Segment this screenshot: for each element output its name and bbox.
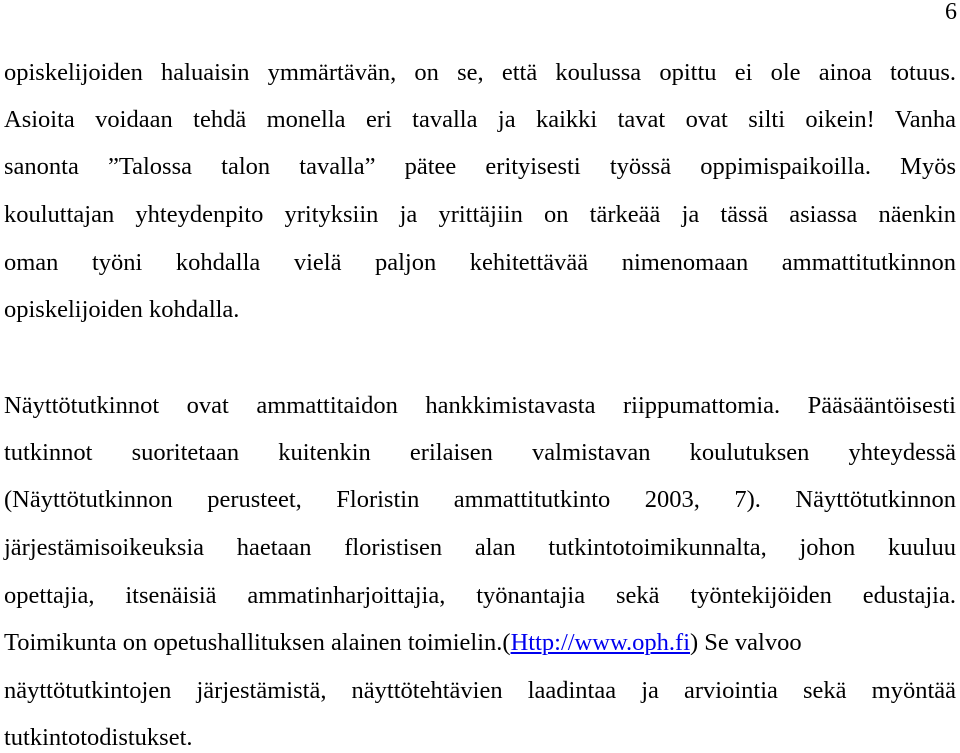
paragraph-2-line-1: Näyttötutkinnot ovat ammattitaidon hankkimistavasta riippumattomia. Pääsääntöisesti [4, 392, 956, 419]
paragraph-2-line-3: (Näyttötutkinnon perusteet, Floristin ammattitutkinto 2003, 7). Näyttötutkinnon [4, 486, 956, 513]
page-number: 6 [945, 0, 957, 25]
paragraph-2-line-4: järjestämisoikeuksia haetaan floristisen alan tutkintotoimikunnalta, johon kuuluu [4, 534, 956, 561]
line-text-after-link: ) Se valvoo [690, 629, 802, 656]
paragraph-1-line-2: Asioita voidaan tehdä monella eri tavalla ja kaikki tavat ovat silti oikein! Vanha [4, 106, 956, 133]
paragraph-1-line-4: kouluttajan yhteydenpito yrityksiin ja yrittäjiin on tärkeää ja tässä asiassa näenkin [4, 201, 956, 228]
line-text-before-link: Toimikunta on opetushallituksen alainen toimielin.( [4, 629, 511, 656]
paragraph-2-line-7: näyttötutkintojen järjestämistä, näyttötehtävien laadintaa ja arviointia sekä myöntää [4, 677, 956, 704]
oph-website-link[interactable]: Http://www.oph.fi [510, 629, 691, 656]
paragraph-1-line-3: sanonta ”Talossa talon tavalla” pätee erityisesti työssä oppimispaikoilla. Myös [4, 153, 956, 180]
paragraph-2-line-2: tutkinnot suoritetaan kuitenkin erilaisen valmistavan koulutuksen yhteydessä [4, 439, 956, 466]
paragraph-1-line-1: opiskelijoiden haluaisin ymmärtävän, on se, että koulussa opittu ei ole ainoa totuus. [4, 59, 956, 86]
paragraph-1-line-6: opiskelijoiden kohdalla. [4, 296, 240, 323]
paragraph-2-line-8: tutkintotodistukset. [4, 724, 193, 751]
paragraph-1-line-5: oman työni kohdalla vielä paljon kehitettävää nimenomaan ammattitutkinnon [4, 249, 956, 276]
paragraph-2-line-5: opettajia, itsenäisiä ammatinharjoittajia, työnantajia sekä työntekijöiden edustajia. [4, 582, 956, 609]
paragraph-2-line-6 [4, 628, 956, 658]
